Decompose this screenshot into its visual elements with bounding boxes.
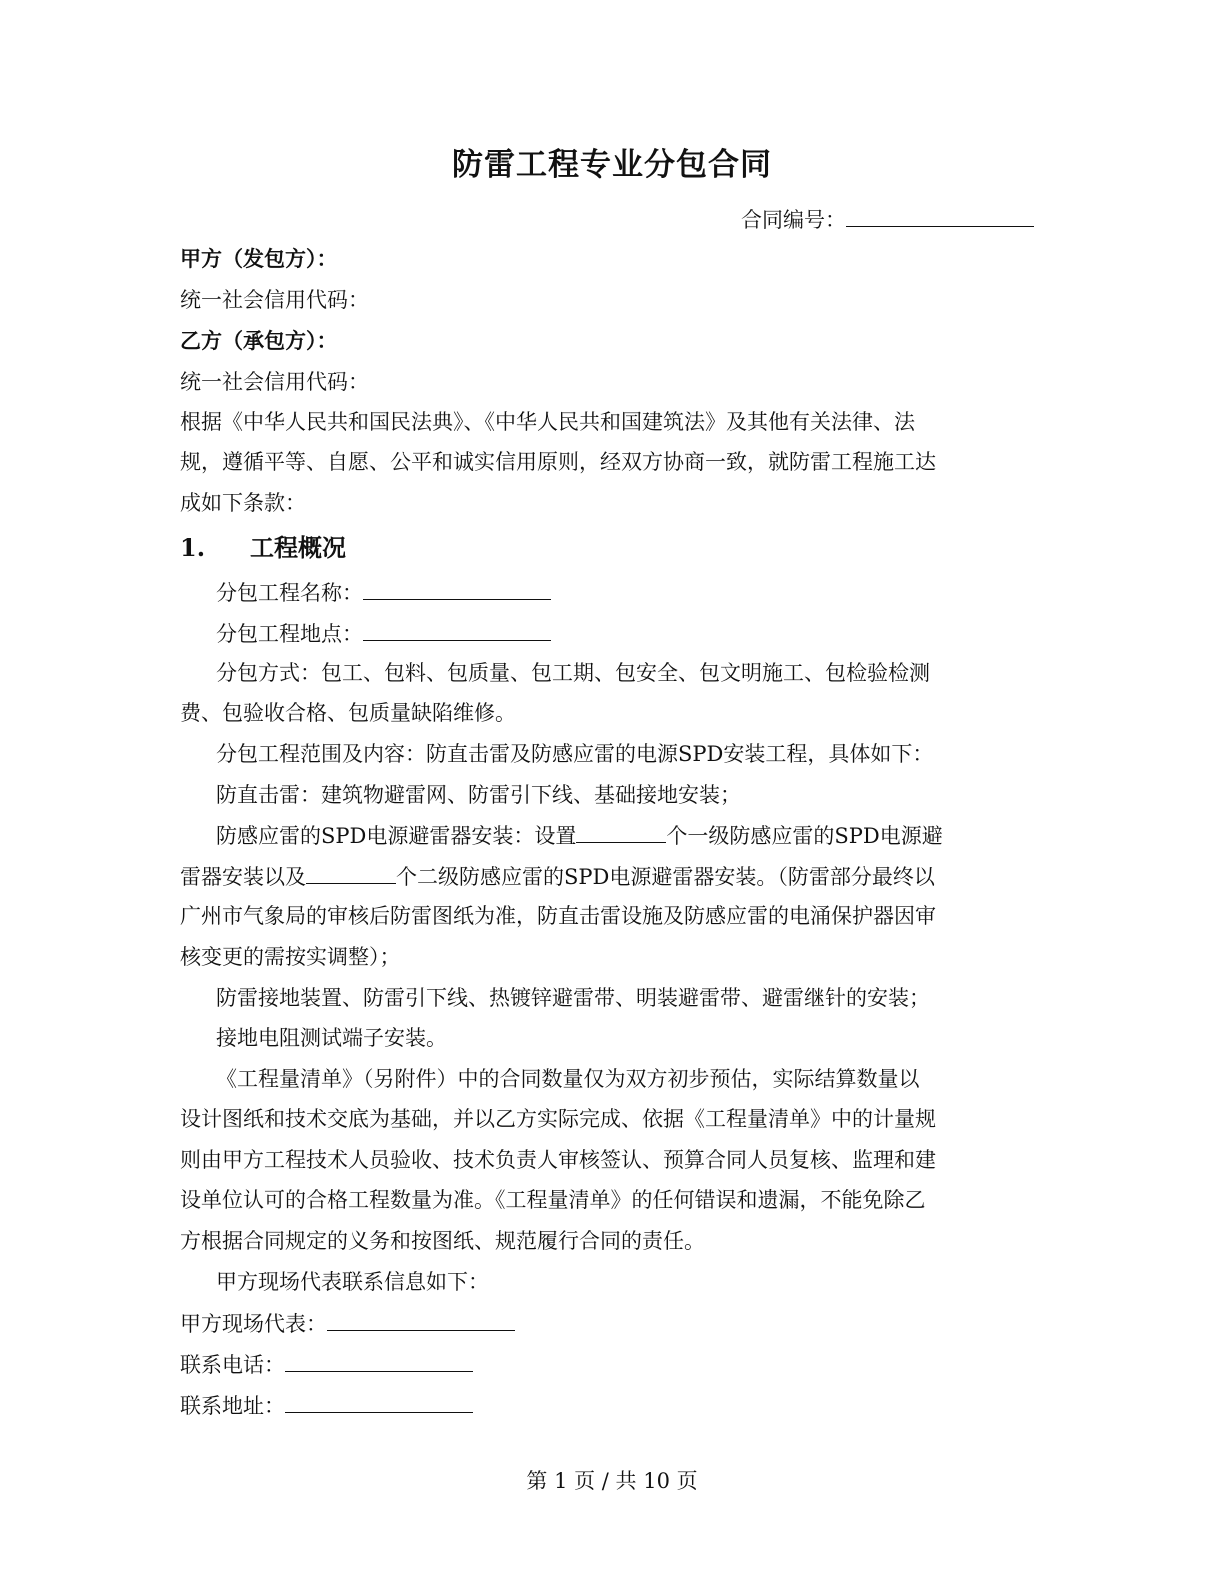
spd-line <box>180 861 935 892</box>
spd-line: 核变更的需按实调整）； <box>180 945 401 969</box>
phone-field <box>180 1349 473 1380</box>
scope-line: 分包工程范围及内容：防直击雷及防感应雷的电源SPD安装工程，具体如下： <box>216 742 934 766</box>
spd-line: 广州市气象局的审核后防雷图纸为准，防直击雷设施及防感应雷的电涌保护器因审 <box>180 904 936 928</box>
bill-line: 设单位认可的合格工程数量为准。《工程量清单》的任何错误和遗漏，不能免除乙 <box>180 1188 926 1212</box>
project-name-field <box>216 577 551 608</box>
mode-line: 分包方式：包工、包料、包质量、包工期、包安全、包文明施工、包检验检测 <box>216 661 930 685</box>
rep-label: 甲方现场代表： <box>180 1312 327 1336</box>
bill-line: 则由甲方工程技术人员验收、技术负责人审核签认、预算合同人员复核、监理和建 <box>180 1148 936 1172</box>
party-a-label: 甲方（发包方）： <box>180 246 338 271</box>
section-number: 1. <box>180 533 206 562</box>
spd-line-text: 个一级防感应雷的SPD电源避 <box>666 824 943 848</box>
terminal-line: 接地电阻测试端子安装。 <box>216 1026 447 1050</box>
bill-line: 设计图纸和技术交底为基础，并以乙方实际完成、依据《工程量清单》中的计量规 <box>180 1107 936 1131</box>
rep-blank <box>327 1308 515 1331</box>
contract-number <box>741 204 1034 235</box>
preamble-line: 根据《中华人民共和国民法典》、《中华人民共和国建筑法》及其他有关法律、法 <box>180 410 915 434</box>
project-name-blank <box>363 577 551 600</box>
spd-line-text: 个二级防感应雷的SPD电源避雷器安装。（防雷部分最终以 <box>396 865 935 889</box>
address-field <box>180 1390 473 1421</box>
contract-number-label: 合同编号： <box>741 208 846 232</box>
bill-line: 方根据合同规定的义务和按图纸、规范履行合同的责任。 <box>180 1229 705 1253</box>
direct-lightning-line: 防直击雷：建筑物避雷网、防雷引下线、基础接地安装； <box>216 783 741 807</box>
page-number-footer: 第 1 页 / 共 10 页 <box>526 1469 698 1493</box>
contract-number-blank <box>846 204 1034 227</box>
rep-field <box>180 1308 515 1339</box>
section-title: 工程概况 <box>250 533 346 562</box>
section-heading <box>180 531 346 565</box>
project-location-label: 分包工程地点： <box>216 622 363 646</box>
level1-count-blank <box>576 820 666 843</box>
level2-count-blank <box>306 861 396 884</box>
project-location-blank <box>363 618 551 641</box>
preamble-line: 成如下条款： <box>180 491 306 515</box>
address-label: 联系地址： <box>180 1394 285 1418</box>
address-blank <box>285 1390 473 1413</box>
document-title: 防雷工程专业分包合同 <box>452 147 772 183</box>
bill-line: 《工程量清单》（另附件）中的合同数量仅为双方初步预估，实际结算数量以 <box>216 1067 920 1091</box>
grounding-line: 防雷接地装置、防雷引下线、热镀锌避雷带、明装避雷带、避雷继针的安装； <box>216 986 930 1010</box>
party-b-credit-code-label: 统一社会信用代码： <box>180 370 369 394</box>
spd-line-text: 雷器安装以及 <box>180 865 306 889</box>
phone-label: 联系电话： <box>180 1353 285 1377</box>
mode-line: 费、包验收合格、包质量缺陷维修。 <box>180 701 516 725</box>
rep-intro: 甲方现场代表联系信息如下： <box>216 1270 489 1294</box>
project-name-label: 分包工程名称： <box>216 581 363 605</box>
project-location-field <box>216 618 551 649</box>
spd-line <box>216 820 943 851</box>
party-b-label: 乙方（承包方）： <box>180 328 338 353</box>
spd-line-text: 防感应雷的SPD电源避雷器安装：设置 <box>216 824 577 848</box>
phone-blank <box>285 1349 473 1372</box>
party-a-credit-code-label: 统一社会信用代码： <box>180 288 369 312</box>
preamble-line: 规，遵循平等、自愿、公平和诚实信用原则，经双方协商一致，就防雷工程施工达 <box>180 450 936 474</box>
